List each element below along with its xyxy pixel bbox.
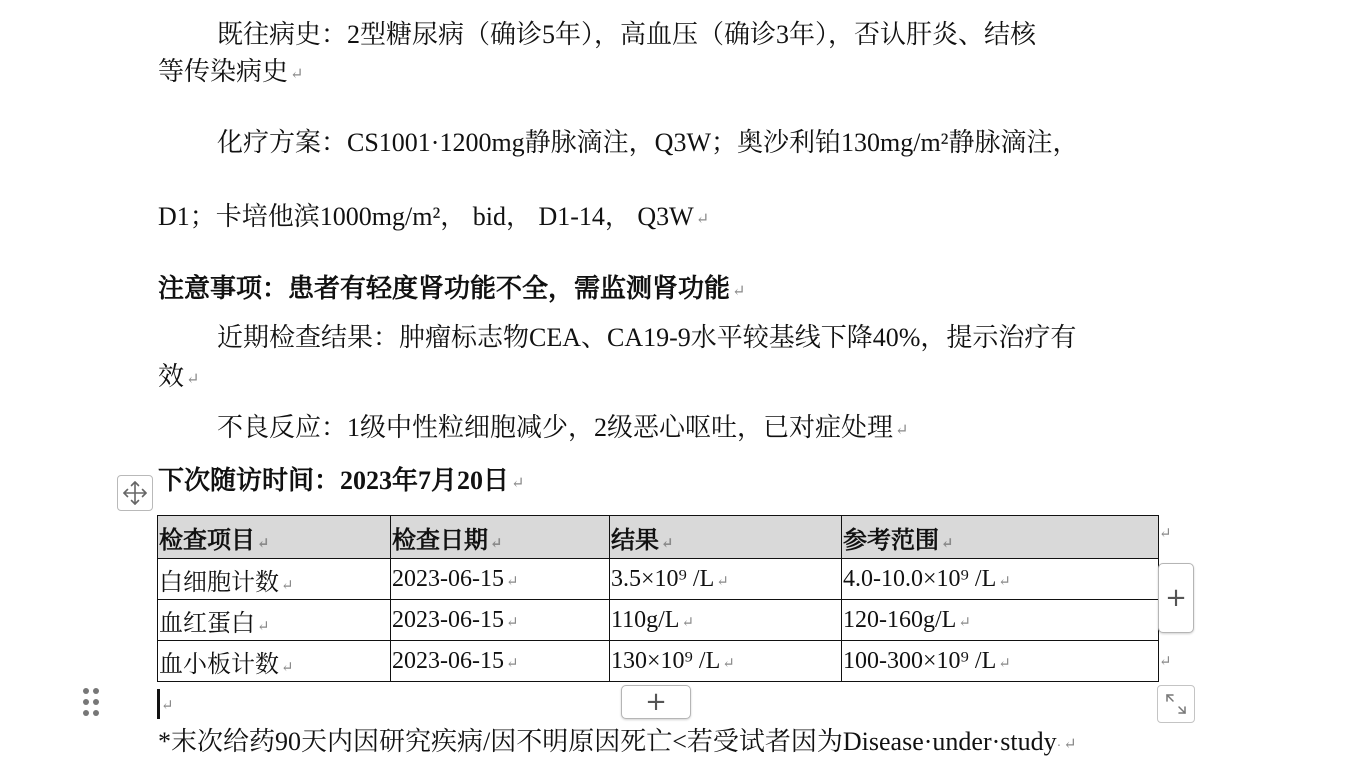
footnote-paragraph: *末次给药90天内因研究疾病/因不明原因死亡<若受试者因为Disease·under·study· ↵ bbox=[158, 727, 1077, 756]
paragraph-mark: ↵ bbox=[695, 211, 710, 228]
drag-dots-icon[interactable] bbox=[82, 687, 102, 719]
paragraph-mark: ↵ bbox=[1063, 736, 1077, 753]
table-resize-handle[interactable] bbox=[1157, 685, 1195, 723]
recent-results-line1: 近期检查结果：肿瘤标志物CEA、CA19-9水平较基线下降40%，提示治疗有 bbox=[217, 323, 1077, 352]
history-paragraph-line2: 等传染病史 ↵ bbox=[158, 57, 304, 86]
plus-icon: + bbox=[645, 687, 667, 717]
paragraph-mark: ↵ bbox=[732, 283, 746, 300]
chemo-paragraph-line2: D1；卡培他滨1000mg/m²， bid， D1-14， Q3W ↵ bbox=[158, 202, 710, 231]
space-mark: · bbox=[1056, 739, 1062, 754]
table-header-row bbox=[158, 516, 1159, 559]
table-cell[interactable]: 130×10⁹ /L ↵ bbox=[610, 641, 842, 682]
table-cell[interactable]: 2023-06-15 ↵ bbox=[391, 559, 610, 600]
move-arrows-icon bbox=[121, 479, 149, 507]
table-cell[interactable]: 110g/L ↵ bbox=[610, 600, 842, 641]
table-row bbox=[158, 641, 1159, 682]
header-cell-reference[interactable]: 参考范围 ↵ bbox=[842, 516, 1159, 559]
caution-paragraph: 注意事项：患者有轻度肾功能不全，需监测肾功能 ↵ bbox=[158, 274, 746, 303]
paragraph-mark: ↵ bbox=[290, 66, 304, 83]
resize-diagonal-icon bbox=[1163, 691, 1189, 717]
history-paragraph-line1: 既往病史：2型糖尿病（确诊5年），高血压（确诊3年），否认肝炎、结核 bbox=[217, 20, 1037, 49]
end-of-row-mark: ↵ bbox=[1159, 654, 1172, 670]
add-row-button[interactable] bbox=[621, 685, 691, 719]
header-cell-date[interactable]: 检查日期 ↵ bbox=[391, 516, 610, 559]
chemo-paragraph-line1: 化疗方案：CS1001·1200mg静脉滴注，Q3W；奥沙利铂130mg/m²静脉滴注， bbox=[217, 128, 1079, 157]
paragraph-mark: ↵ bbox=[511, 475, 525, 492]
followup-paragraph: 下次随访时间：2023年7月20日 ↵ bbox=[158, 466, 525, 495]
recent-results-line2: 效 ↵ bbox=[158, 362, 200, 391]
table-cell[interactable]: 2023-06-15 ↵ bbox=[391, 641, 610, 682]
plus-icon: + bbox=[1165, 583, 1187, 613]
text-cursor bbox=[157, 689, 160, 719]
paragraph-mark: ↵ bbox=[186, 371, 200, 388]
header-cell-result[interactable]: 结果 ↵ bbox=[610, 516, 842, 559]
paragraph-mark: ↵ bbox=[895, 422, 909, 439]
table-cell[interactable]: 100-300×10⁹ /L ↵ bbox=[842, 641, 1159, 682]
add-column-button[interactable] bbox=[1158, 563, 1194, 633]
header-cell-item[interactable]: 检查项目 ↵ bbox=[158, 516, 391, 559]
table-cell[interactable]: 血小板计数 ↵ bbox=[158, 641, 391, 682]
table-cell[interactable]: 白细胞计数 ↵ bbox=[158, 559, 391, 600]
table-cell[interactable]: 血红蛋白 ↵ bbox=[158, 600, 391, 641]
paragraph-mark: ↵ bbox=[161, 698, 174, 714]
table-cell[interactable]: 120-160g/L ↵ bbox=[842, 600, 1159, 641]
adverse-reaction-paragraph: 不良反应：1级中性粒细胞减少，2级恶心呕吐，已对症处理 ↵ bbox=[217, 413, 909, 442]
table-row bbox=[158, 559, 1159, 600]
table-row bbox=[158, 600, 1159, 641]
table-cell[interactable]: 3.5×10⁹ /L ↵ bbox=[610, 559, 842, 600]
table-cell[interactable]: 4.0-10.0×10⁹ /L ↵ bbox=[842, 559, 1159, 600]
lab-results-table[interactable] bbox=[157, 515, 1159, 682]
table-cell[interactable]: 2023-06-15 ↵ bbox=[391, 600, 610, 641]
table-move-handle[interactable] bbox=[117, 475, 153, 511]
end-of-row-mark: ↵ bbox=[1159, 526, 1172, 542]
